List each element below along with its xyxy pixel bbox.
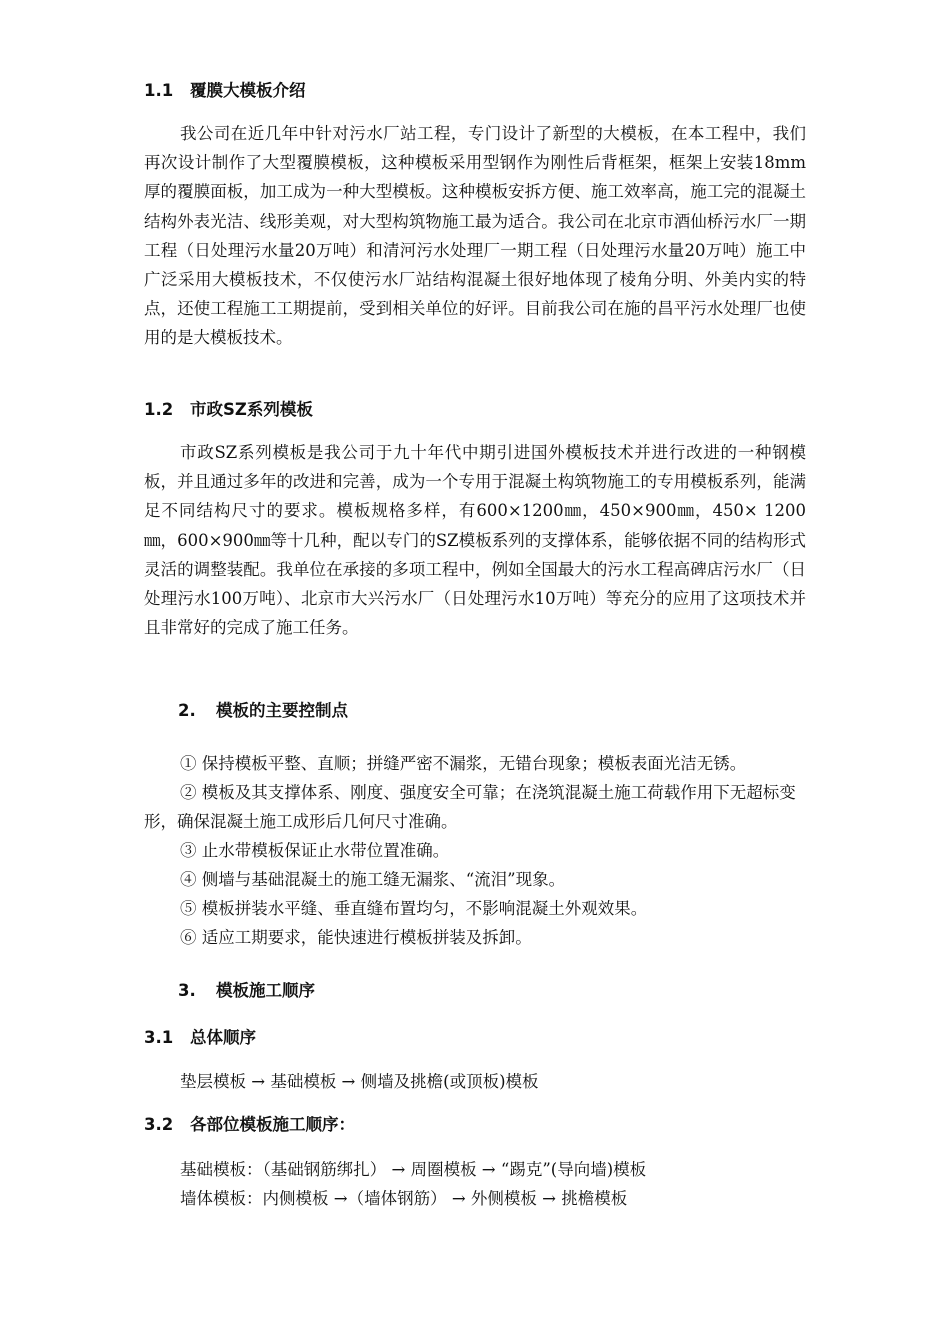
- overall-sequence-line: 垫层模板 → 基础模板 → 侧墙及挑檐(或顶板)模板: [180, 1072, 539, 1091]
- section-heading-3-1: [144, 1027, 256, 1049]
- control-point-item: ③ 止水带模板保证止水带位置准确。: [180, 841, 450, 860]
- section-heading-2: [178, 700, 348, 722]
- section-number: 3.1: [144, 1028, 174, 1047]
- section-title: 各部位模板施工顺序：: [190, 1115, 355, 1134]
- sequence-line-wall: 墙体模板：内侧模板 →（墙体钢筋） → 外侧模板 → 挑檐模板: [180, 1189, 628, 1208]
- section-number: 3.: [178, 981, 196, 1000]
- section-heading-3: [178, 980, 315, 1002]
- section-title: 总体顺序: [190, 1028, 256, 1047]
- section-heading-1-1: [144, 80, 306, 102]
- section-title: 模板施工顺序: [216, 981, 315, 1000]
- section-title: 覆膜大模板介绍: [190, 81, 306, 100]
- control-point-item: ② 模板及其支撑体系、刚度、强度安全可靠；在浇筑混凝土施工荷载作用下无超标变形，确保混凝土施工成形后几何尺寸准确。: [144, 783, 796, 831]
- section-paragraph-1-2: 市政SZ系列模板是我公司于九十年代中期引进国外模板技术并进行改进的一种钢模板，并且通过多年的改进和完善，成为一个专用于混凝土构筑物施工的专用模板系列，能满足不同结构尺寸的要求。模板规格多样，有600×1200㎜，450×900㎜，450× 1200㎜，600×900㎜等十几种，配以专门的SZ模板系列的支撑体系，能够依据不同的结构形式灵活的调整装配。我单位在承接的多项工程中，例如全国最大的污水工程高碑店污水厂（日处理污水100万吨）、北京市大兴污水厂（日处理污水10万吨）等充分的应用了这项技术并且非常好的完成了施工任务。: [144, 443, 806, 638]
- section-paragraph-1-1: 我公司在近几年中针对污水厂站工程，专门设计了新型的大模板，在本工程中，我们再次设计制作了大型覆膜模板，这种模板采用型钢作为刚性后背框架，框架上安装18mm厚的覆膜面板，加工成为一种大型模板。这种模板安拆方便、施工效率高，施工完的混凝土结构外表光洁、线形美观，对大型构筑物施工最为适合。我公司在北京市酒仙桥污水厂一期工程（日处理污水量20万吨）和清河污水处理厂一期工程（日处理污水量20万吨）施工中广泛采用大模板技术，不仅使污水厂站结构混凝土很好地体现了棱角分明、外美内实的特点，还使工程施工工期提前，受到相关单位的好评。目前我公司在施的昌平污水处理厂也使用的是大模板技术。: [144, 124, 806, 348]
- control-point-item: ④ 侧墙与基础混凝土的施工缝无漏浆、“流泪”现象。: [180, 870, 566, 889]
- section-title: 市政SZ系列模板: [190, 400, 313, 419]
- section-heading-1-2: [144, 399, 313, 421]
- section-title: 模板的主要控制点: [216, 701, 348, 720]
- sequence-line-foundation: 基础模板：（基础钢筋绑扎） → 周圈模板 → “踢克”(导向墙)模板: [180, 1160, 647, 1179]
- control-point-item: ⑥ 适应工期要求，能快速进行模板拼装及拆卸。: [180, 928, 532, 947]
- control-point-item: ① 保持模板平整、直顺；拼缝严密不漏浆，无错台现象；模板表面光洁无锈。: [180, 754, 747, 773]
- section-number: 3.2: [144, 1115, 174, 1134]
- section-number: 1.1: [144, 81, 174, 100]
- section-heading-3-2: [144, 1114, 355, 1136]
- section-number: 1.2: [144, 400, 174, 419]
- section-number: 2.: [178, 701, 196, 720]
- control-point-item: ⑤ 模板拼装水平缝、垂直缝布置均匀，不影响混凝土外观效果。: [180, 899, 648, 918]
